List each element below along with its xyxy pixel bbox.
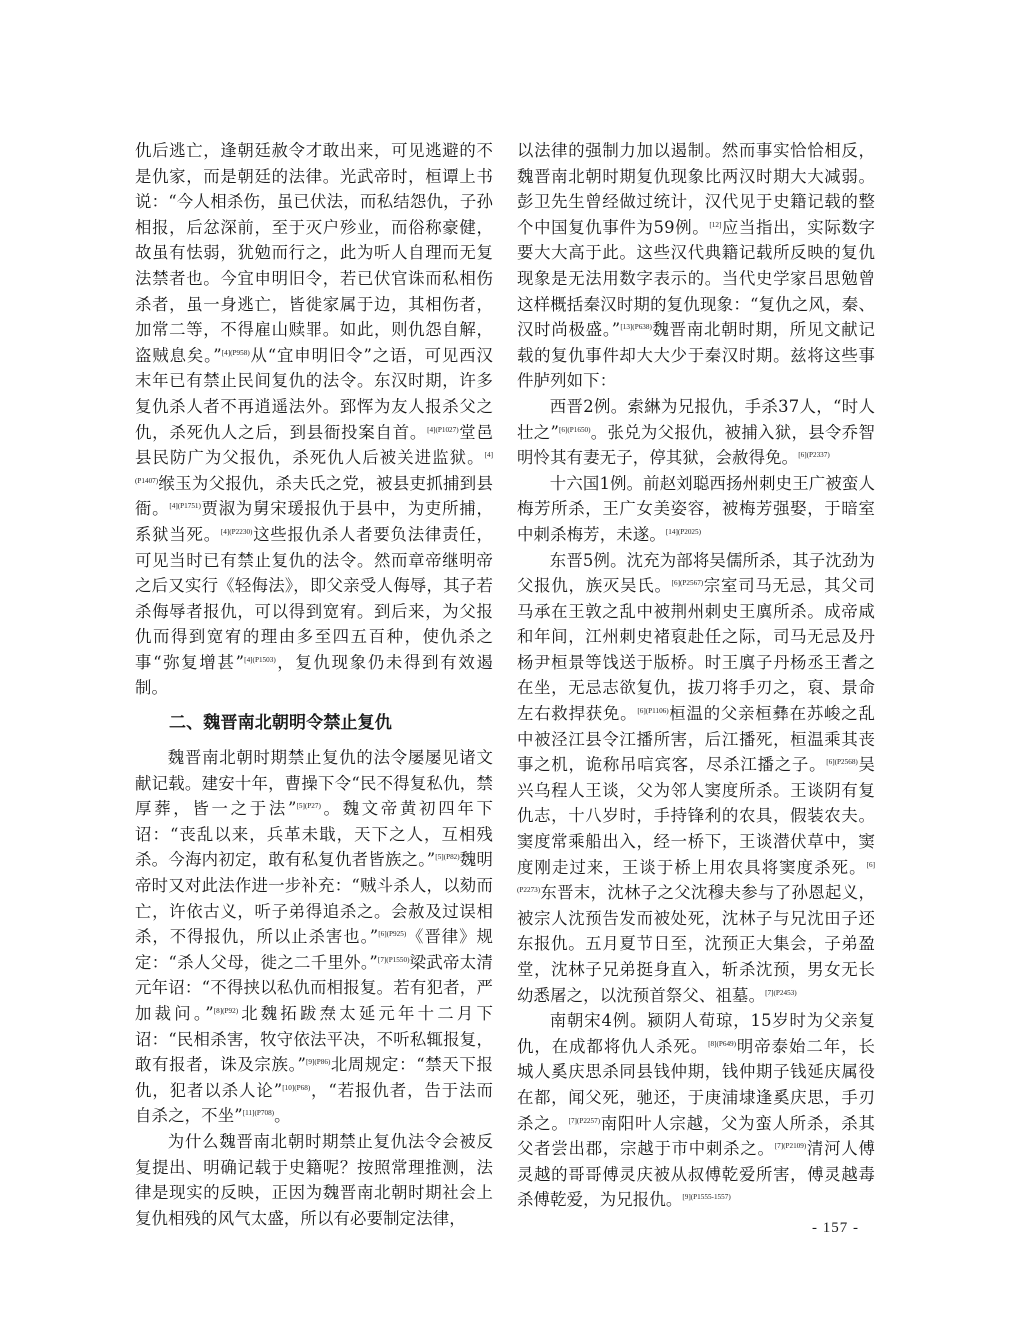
- section-heading: 二、魏晋南北朝明令禁止复仇: [169, 713, 392, 734]
- citation-ref: [7](P2109): [774, 1142, 807, 1151]
- text-run: 应当指出，实际数字要大大高于此。这些汉代典籍记载所反映的复仇现象是无法用数字表示的。当代史学家吕思勉曾这样概括秦汉时期的复仇现象：“复仇之风，秦、汉时尚极盛。”: [517, 217, 876, 340]
- text-run: 。: [274, 1106, 291, 1126]
- citation-ref: [12]: [709, 220, 722, 229]
- text-run: 以法律的强制力加以遏制。然而事实恰恰相反，魏晋南北朝时期复仇现象比两汉时期大大减弱。彭卫先生曾经做过统计，汉代见于史籍记载的整个中国复仇事件为59例。: [517, 141, 875, 237]
- text-run: ，复仇现象仍未得到有效遏制。: [135, 652, 493, 698]
- citation-ref: [8](P92): [213, 1007, 239, 1015]
- text-run: 《晋律》规定：“杀人父母，徙之二千里外。”: [135, 927, 493, 972]
- citation-ref: [7](P2453): [765, 988, 797, 997]
- text-run: 仇后逃亡，逢朝廷赦令才敢出来，可见逃避的不是仇家，而是朝廷的法律。光武帝时，桓谭上书说：“今人相杀伤，虽已伏法，而私结怨仇，子孙相报，后忿深前，至于灭户殄业，而俗称豪健，故虽有怯弱，犹勉而行之，此为听人自理而无复法禁者也。今宜申明旧令，若已伏官诛而私相伤杀者，虽一身逃亡，皆徙家属于边，其相伤者，加常二等，不得雇山赎罪。如此，则仇怨自解，盗贼息矣。”: [135, 141, 493, 365]
- text-run: 魏明帝时又对此法作进一步补充：“贼斗杀人，以劾而亡，许依古义，听子弟得追杀之。会赦及过误相杀，不得报仇，所以止杀害也。”: [135, 850, 493, 947]
- text-run: 吴兴乌程人王谈，父为邻人窦度所杀。王谈阴有复仇志，十八岁时，手持锋利的农具，假装农夫。窦度常乘船出入，经一桥下，王谈潜伏草中，窦度刚走过来，王谈于桥上用农具将窦度杀死。: [517, 755, 875, 877]
- left-column: [135, 138, 493, 1231]
- text-run: 北魏拓跋焘太延元年十二月下诏：“民相杀害，牧守依法平决，不听私辄报复，敢有报者，诛及宗族。”: [135, 1004, 494, 1075]
- citation-ref: [6](P1650): [559, 425, 591, 434]
- citation-ref: [9](P1555-1557): [682, 1193, 731, 1202]
- text-run: 桓温的父亲桓彝在苏峻之乱中被泾江县令江播所害，后江播死，桓温乘其丧事之机，诡称吊唁宾客，尽杀江播之子。: [517, 704, 875, 775]
- right-column: [517, 138, 875, 1213]
- text-run: 梁武帝太清元年诏：“不得挟以私仇而相报复。若有犯者，严加裁问。”: [135, 952, 493, 1023]
- text-run: 堂邑县民防广为父报仇，杀死仇人后被关进监狱。: [135, 422, 493, 468]
- citation-ref: [13](P638): [620, 323, 652, 332]
- citation-ref: [7](P2257): [568, 1116, 601, 1125]
- page-number: - 157 -: [812, 1220, 859, 1236]
- text-run: 。张兑为父报仇，被捕入狱，县令乔智明怜其有妻无子，停其狱，会赦得免。: [517, 422, 875, 468]
- left-paragraph-2: [135, 745, 493, 1129]
- text-run: 宗室司马无忌，其父司马承在王敦之乱中被荆州刺史王廙所杀。成帝咸和年间，江州刺史褚裒赴任之际，司马无忌及丹杨尹桓景等饯送于版桥。时王廙子丹杨丞王耆之在坐，无忌志欲复仇，拔刀将手刃之，裒、景命左右救捍获免。: [517, 576, 875, 724]
- citation-ref: [5](P82): [435, 853, 460, 862]
- text-run: 十六国1例。前赵刘聪西扬州刺史王广被蛮人梅芳所杀，王广女美姿容，被梅芳强娶，于暗室中刺杀梅芳，未遂。: [517, 473, 875, 544]
- text-run: 。魏文帝黄初四年下诏：“丧乱以来，兵革未戢，天下之人，互相残杀。今海内初定，敢有私复仇者皆族之。”: [135, 799, 493, 870]
- right-paragraph-eastern-jin: [517, 548, 875, 1009]
- citation-ref: [6](P925): [378, 930, 407, 939]
- citation-ref: [4](P2230): [220, 527, 253, 536]
- citation-ref: [8](P649): [708, 1039, 737, 1048]
- citation-ref: [6](P1106): [637, 707, 669, 716]
- text-run: 贾淑为舅宋瑗报仇于县中，为吏所捕，系狱当死。: [135, 499, 493, 544]
- citation-ref: [6](P2337): [798, 451, 830, 460]
- text-run: 缑玉为父报仇，杀夫氏之党，被县吏抓捕到县衙。: [135, 473, 493, 519]
- text-run: 魏晋南北朝时期，所见文献记载的复仇事件却大大少于秦汉时期。兹将这些事件胪列如下：: [517, 320, 876, 391]
- right-paragraph-western-jin: [517, 394, 875, 471]
- text-run: ，“若报仇者，告于法而自杀之，不坐”: [135, 1080, 493, 1126]
- citation-ref: [11](P708): [242, 1109, 275, 1118]
- text-run: 东晋末，沈林子之父沈穆夫参与了孙恩起义，被宗人沈预告发而被处死，沈林子与兄沈田子还东报仇。五月夏节日至，沈预正大集会，子弟盈堂，沈林子兄弟挺身直入，斩杀沈预，男女无长幼悉屠之，以沈预首祭父、祖墓。: [517, 883, 875, 1005]
- citation-ref: [4](P1407): [135, 451, 493, 485]
- citation-ref: [4](P1027): [427, 425, 459, 434]
- text-run: 清河人傅灵越的哥哥傅灵庆被从叔傅乾爱所害，傅灵越毒杀傅乾爱，为兄报仇。: [517, 1139, 875, 1210]
- text-run: 从“宜申明旧令”之语，可见西汉末年已有禁止民间复仇的法令。东汉时期，许多复仇杀人者不再逍遥法外。郅恽为友人报杀父之仇，杀死仇人之后，到县衙投案自首。: [135, 345, 493, 442]
- citation-ref: [4](P958): [221, 348, 250, 357]
- text-run: 南阳叶人宗越，父为蛮人所杀，杀其父者尝出郡，宗越于市中刺杀之。: [517, 1113, 875, 1159]
- citation-ref: [7](P1550): [377, 955, 410, 964]
- right-paragraph-southern-song: [517, 1008, 875, 1213]
- right-paragraph-sixteen-kingdoms: [517, 471, 875, 548]
- citation-ref: [4](P1751): [169, 502, 201, 511]
- citation-ref: [5](P27): [296, 802, 321, 811]
- citation-ref: [4](P1503): [244, 655, 276, 664]
- text-run: 明帝泰始二年，长城人奚庆思杀同县钱仲期，钱仲期子钱延庆属役在都，闻父死，驰还，于庚浦埭逢奚庆思，手刃杀之。: [517, 1036, 875, 1133]
- text-run: 魏晋南北朝时期禁止复仇的法令屡屡见诸文献记载。建安十年，曹操下令“民不得复私仇，禁厚葬，皆一之于法”: [135, 748, 493, 819]
- text-run: 为什么魏晋南北朝时期禁止复仇法令会被反复提出、明确记载于史籍呢？按照常理推测，法律是现实的反映，正因为魏晋南北朝时期社会上复仇相残的风气太盛，所以有必要制定法律，: [135, 1131, 493, 1228]
- citation-ref: [6](P2567): [671, 579, 704, 588]
- citation-ref: [9](P86): [305, 1058, 331, 1067]
- left-paragraph-1: [135, 138, 493, 701]
- citation-ref: [6](P2273): [517, 860, 875, 895]
- right-paragraph-1: [517, 138, 875, 394]
- text-run: 西晋2例。索綝为兄报仇，手杀37人，“时人壮之”: [517, 396, 875, 442]
- text-run: 南朝宋4例。颍阴人荀琼，15岁时为父亲复仇，在成都将仇人杀死。: [517, 1011, 875, 1056]
- left-paragraph-3: [135, 1129, 493, 1231]
- citation-ref: [6](P2568): [826, 758, 858, 767]
- text-run: 这些报仇杀人者要负法律责任，可见当时已有禁止复仇的法令。然而章帝继明帝之后又实行《轻侮法》，即父亲受人侮辱，其子若杀侮辱者报仇，可以得到宽宥。到后来，为父报仇而得到宽宥的理由多至四五百种，使仇杀之事“弥复增甚”: [135, 524, 493, 672]
- text-run: 北周规定：“禁天下报仇，犯者以杀人论”: [135, 1055, 493, 1100]
- citation-ref: [10](P68): [282, 1083, 311, 1092]
- text-run: 东晋5例。沈充为部将吴儒所杀，其子沈劲为父报仇，族灭吴氏。: [517, 550, 875, 596]
- citation-ref: [14](P2025): [665, 527, 702, 536]
